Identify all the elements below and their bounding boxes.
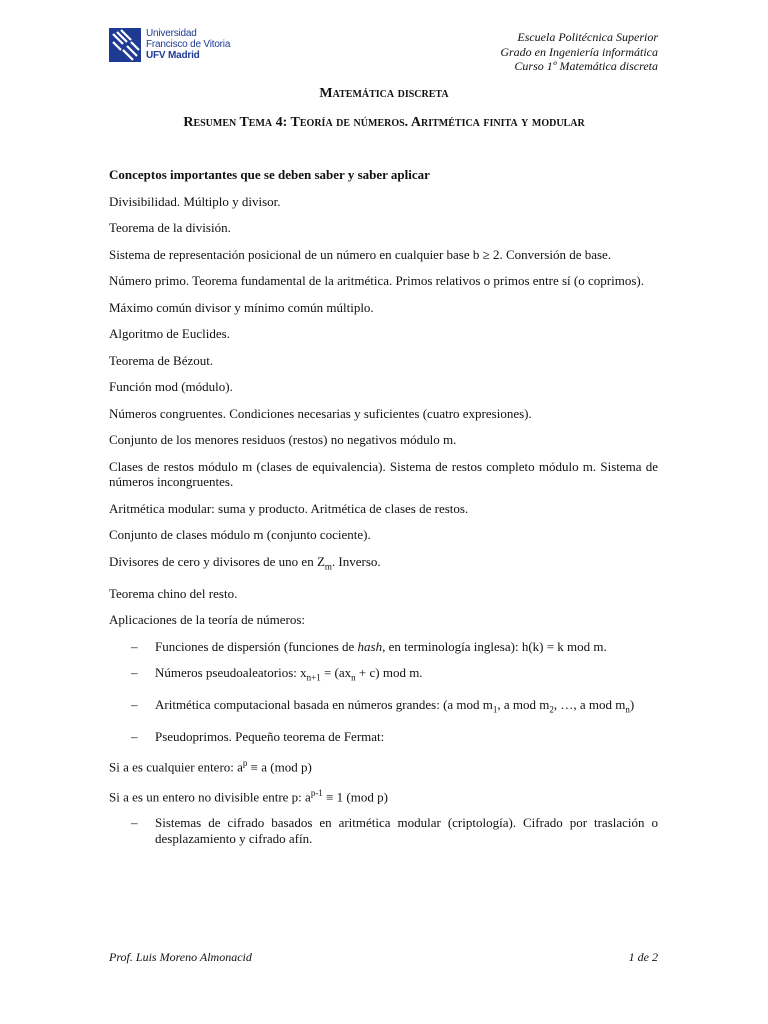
bullet-fermat: – Pseudoprimos. Pequeño teorema de Fermat: bbox=[131, 729, 385, 745]
applications-intro: Aplicaciones de la teoría de números: bbox=[109, 612, 306, 628]
concept-item: Teorema de Bézout. bbox=[109, 352, 214, 368]
logo-line-2: Francisco de Vitoria bbox=[146, 39, 231, 50]
document-title: Matemática discreta bbox=[319, 86, 449, 101]
university-logo bbox=[109, 28, 233, 64]
document-subtitle: Resumen Tema 4: Teoría de números. Aritmética finita y modular bbox=[183, 115, 585, 130]
bullet-cryptography: – Sistemas de cifrado basados en aritmética modular (criptología). Cifrado por traslación o desplazamiento y cifrado afín. bbox=[131, 815, 658, 846]
concept-item: Sistema de representación posicional de un número en cualquier base b ≥ 2. Conversión de base. bbox=[109, 246, 612, 262]
applications-list bbox=[109, 639, 658, 745]
concept-item: Divisibilidad. Múltiplo y divisor. bbox=[109, 193, 281, 209]
header-degree: Grado en Ingeniería informática bbox=[500, 44, 658, 59]
concept-item: Máximo común divisor y mínimo común múltiplo. bbox=[109, 299, 374, 315]
logo-wordmark bbox=[146, 28, 230, 61]
concept-item: Clases de restos módulo m (clases de equivalencia). Sistema de restos completo módulo m. Sistema de números incongruentes. bbox=[109, 458, 658, 489]
ufv-shield-icon bbox=[109, 28, 141, 62]
applications-list-cont bbox=[109, 815, 658, 846]
logo-line-1: Universidad bbox=[146, 28, 197, 39]
bullet-hash: – Funciones de dispersión (funciones de hash, en terminología inglesa): h(k) = k mod m. bbox=[131, 638, 607, 654]
fermat-statement-2: Si a es un entero no divisible entre p: $a^{p-1} \equiv 1$ (mod p) bbox=[109, 787, 388, 804]
header-info bbox=[500, 30, 658, 74]
concept-item: Conjunto de los menores residuos (restos) no negativos módulo m. bbox=[109, 432, 457, 447]
concept-item: Algoritmo de Euclides. bbox=[109, 326, 230, 341]
logo-line-3: UFV Madrid bbox=[146, 50, 200, 61]
concept-item: Número primo. Teorema fundamental de la aritmética. Primos relativos o primos entre sí (o coprimos). bbox=[109, 273, 644, 288]
concept-item: Teorema chino del resto. bbox=[109, 585, 238, 601]
bullet-pseudorandom: – Números pseudoaleatorios: $x_{n+1} = (ax_n + c)$ mod m. bbox=[131, 665, 423, 683]
concept-item-divisors: Divisores de cero y divisores de uno en $Z_m$. Inverso. bbox=[109, 553, 381, 572]
footer-author: Prof. Luis Moreno Almonacid bbox=[109, 950, 252, 964]
concept-item: Función mod (módulo). bbox=[109, 379, 233, 394]
page-footer bbox=[109, 950, 658, 965]
section-heading: Conceptos importantes que se deben saber y saber aplicar bbox=[109, 167, 430, 182]
document-body bbox=[109, 167, 658, 857]
footer-page-number: 1 de 2 bbox=[628, 950, 658, 964]
header-school: Escuela Politécnica Superior bbox=[517, 30, 658, 44]
fermat-statement-1: Si a es cualquier entero: $a^p \equiv a$ (mod p) bbox=[109, 757, 312, 775]
bullet-big-numbers: – Aritmética computacional basada en números grandes: (a mod $m_1$, a mod $m_2$, …, a mod $m_n$) bbox=[131, 697, 635, 715]
concept-item: Conjunto de clases módulo m (conjunto cociente). bbox=[109, 527, 371, 542]
concept-item: Aritmética modular: suma y producto. Aritmética de clases de restos. bbox=[109, 500, 469, 516]
header-course: Curso 1º Matemática discreta bbox=[514, 59, 658, 73]
concept-item: Teorema de la división. bbox=[109, 220, 231, 235]
concept-item: Números congruentes. Condiciones necesarias y suficientes (cuatro expresiones). bbox=[109, 405, 532, 421]
